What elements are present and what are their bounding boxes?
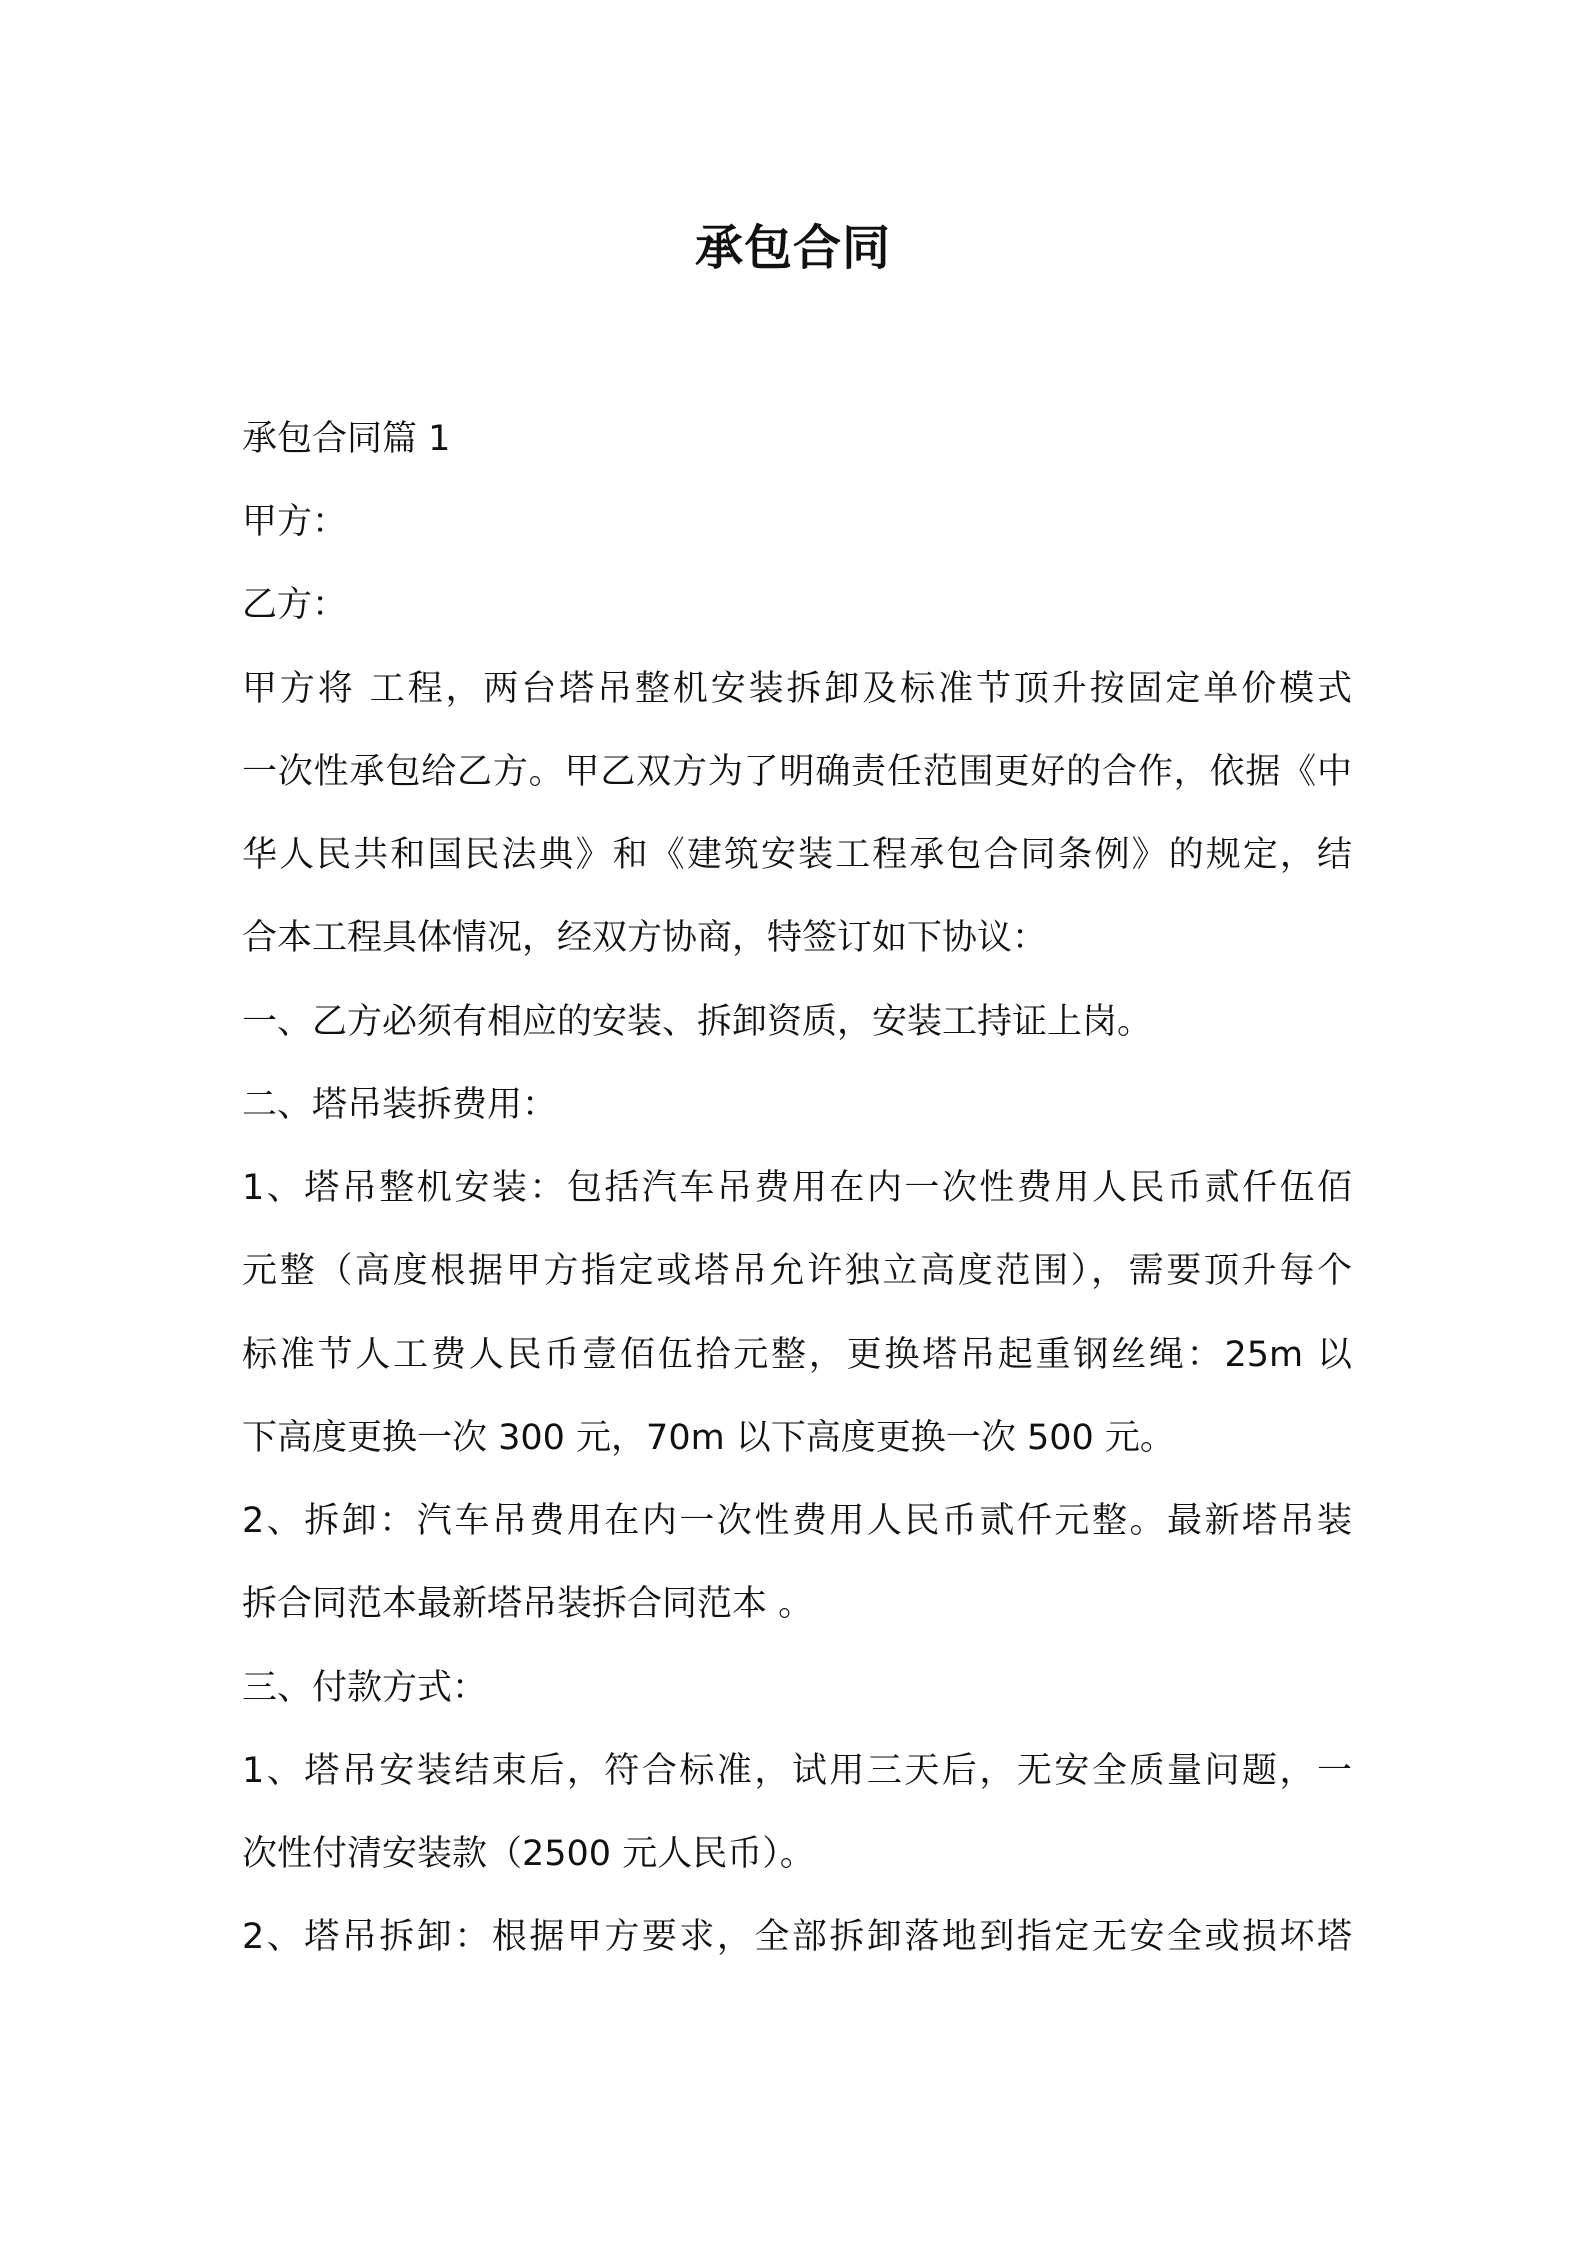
paragraph-line: 元整（高度根据甲方指定或塔吊允许独立高度范围），需要顶升每个 xyxy=(242,1251,1352,1291)
paragraph-line: 华人民共和国民法典》和《建筑安装工程承包合同条例》的规定，结 xyxy=(242,835,1352,875)
paragraph-line: 甲方将 工程，两台塔吊整机安装拆卸及标准节顶升按固定单价模式 xyxy=(242,669,1352,709)
party-b-label: 乙方： xyxy=(242,585,348,625)
paragraph-line: 一次性承包给乙方。甲乙双方为了明确责任范围更好的合作，依据《中 xyxy=(242,752,1352,792)
paragraph-line: 次性付清安装款（2500 元人民币）。 xyxy=(242,1834,815,1874)
paragraph-line: 拆合同范本最新塔吊装拆合同范本 。 xyxy=(242,1584,814,1624)
paragraph-line: 1、塔吊安装结束后，符合标准，试用三天后，无安全质量问题，一 xyxy=(242,1751,1352,1791)
party-a-label: 甲方： xyxy=(242,502,348,542)
paragraph-line: 合本工程具体情况，经双方协商，特签订如下协议： xyxy=(242,918,1048,958)
section-heading: 承包合同篇 1 xyxy=(242,419,451,459)
paragraph-line: 标准节人工费人民币壹佰伍拾元整，更换塔吊起重钢丝绳：25m 以 xyxy=(242,1335,1352,1375)
clause-heading: 三、付款方式： xyxy=(242,1668,488,1708)
paragraph-line: 1、塔吊整机安装：包括汽车吊费用在内一次性费用人民币贰仟伍佰 xyxy=(242,1168,1352,1208)
paragraph-line: 2、拆卸：汽车吊费用在内一次性费用人民币贰仟元整。最新塔吊装 xyxy=(242,1501,1352,1541)
clause-line: 一、乙方必须有相应的安装、拆卸资质，安装工持证上岗。 xyxy=(242,1002,1153,1042)
paragraph-line: 2、塔吊拆卸：根据甲方要求，全部拆卸落地到指定无安全或损坏塔 xyxy=(242,1917,1352,1957)
paragraph-line: 下高度更换一次 300 元，70m 以下高度更换一次 500 元。 xyxy=(242,1418,1175,1458)
clause-heading: 二、塔吊装拆费用： xyxy=(242,1085,558,1125)
document-title: 承包合同 xyxy=(694,220,891,276)
